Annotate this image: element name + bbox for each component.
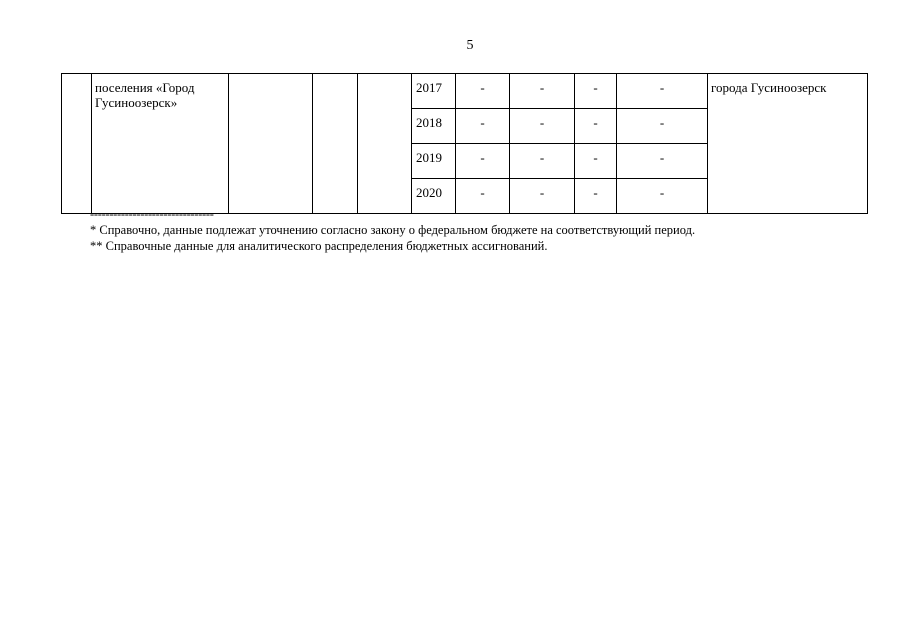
budget-table	[61, 73, 868, 214]
year-cell: 2019	[412, 144, 456, 179]
value-cell: -	[617, 109, 708, 144]
year-cell: 2020	[412, 179, 456, 214]
value-cell: -	[456, 74, 510, 109]
year-cell: 2018	[412, 109, 456, 144]
table-row	[62, 74, 868, 109]
empty-cell	[358, 74, 412, 214]
value-cell: -	[510, 144, 575, 179]
footnote-separator: --------------------------------	[90, 207, 214, 221]
value-cell: -	[456, 179, 510, 214]
value-cell: -	[575, 109, 617, 144]
footnote-2: ** Справочные данные для аналитического распределения бюджетных ассигнований.	[90, 239, 548, 253]
value-cell: -	[617, 144, 708, 179]
empty-cell	[313, 74, 358, 214]
value-cell: -	[575, 179, 617, 214]
value-cell: -	[510, 109, 575, 144]
municipality-cell: поселения «Город Гусиноозерск»	[92, 74, 229, 214]
value-cell: -	[575, 74, 617, 109]
executor-cell: города Гусиноозерск	[708, 74, 868, 214]
year-cell: 2017	[412, 74, 456, 109]
empty-cell	[229, 74, 313, 214]
value-cell: -	[575, 144, 617, 179]
value-cell: -	[617, 74, 708, 109]
value-cell: -	[456, 144, 510, 179]
value-cell: -	[510, 74, 575, 109]
value-cell: -	[617, 179, 708, 214]
row-number-cell	[62, 74, 92, 214]
footnotes	[90, 206, 695, 254]
footnote-1: * Справочно, данные подлежат уточнению согласно закону о федеральном бюджете на соответствующий период.	[90, 223, 696, 237]
value-cell: -	[456, 109, 510, 144]
value-cell: -	[510, 179, 575, 214]
page-number: 5	[466, 38, 474, 53]
